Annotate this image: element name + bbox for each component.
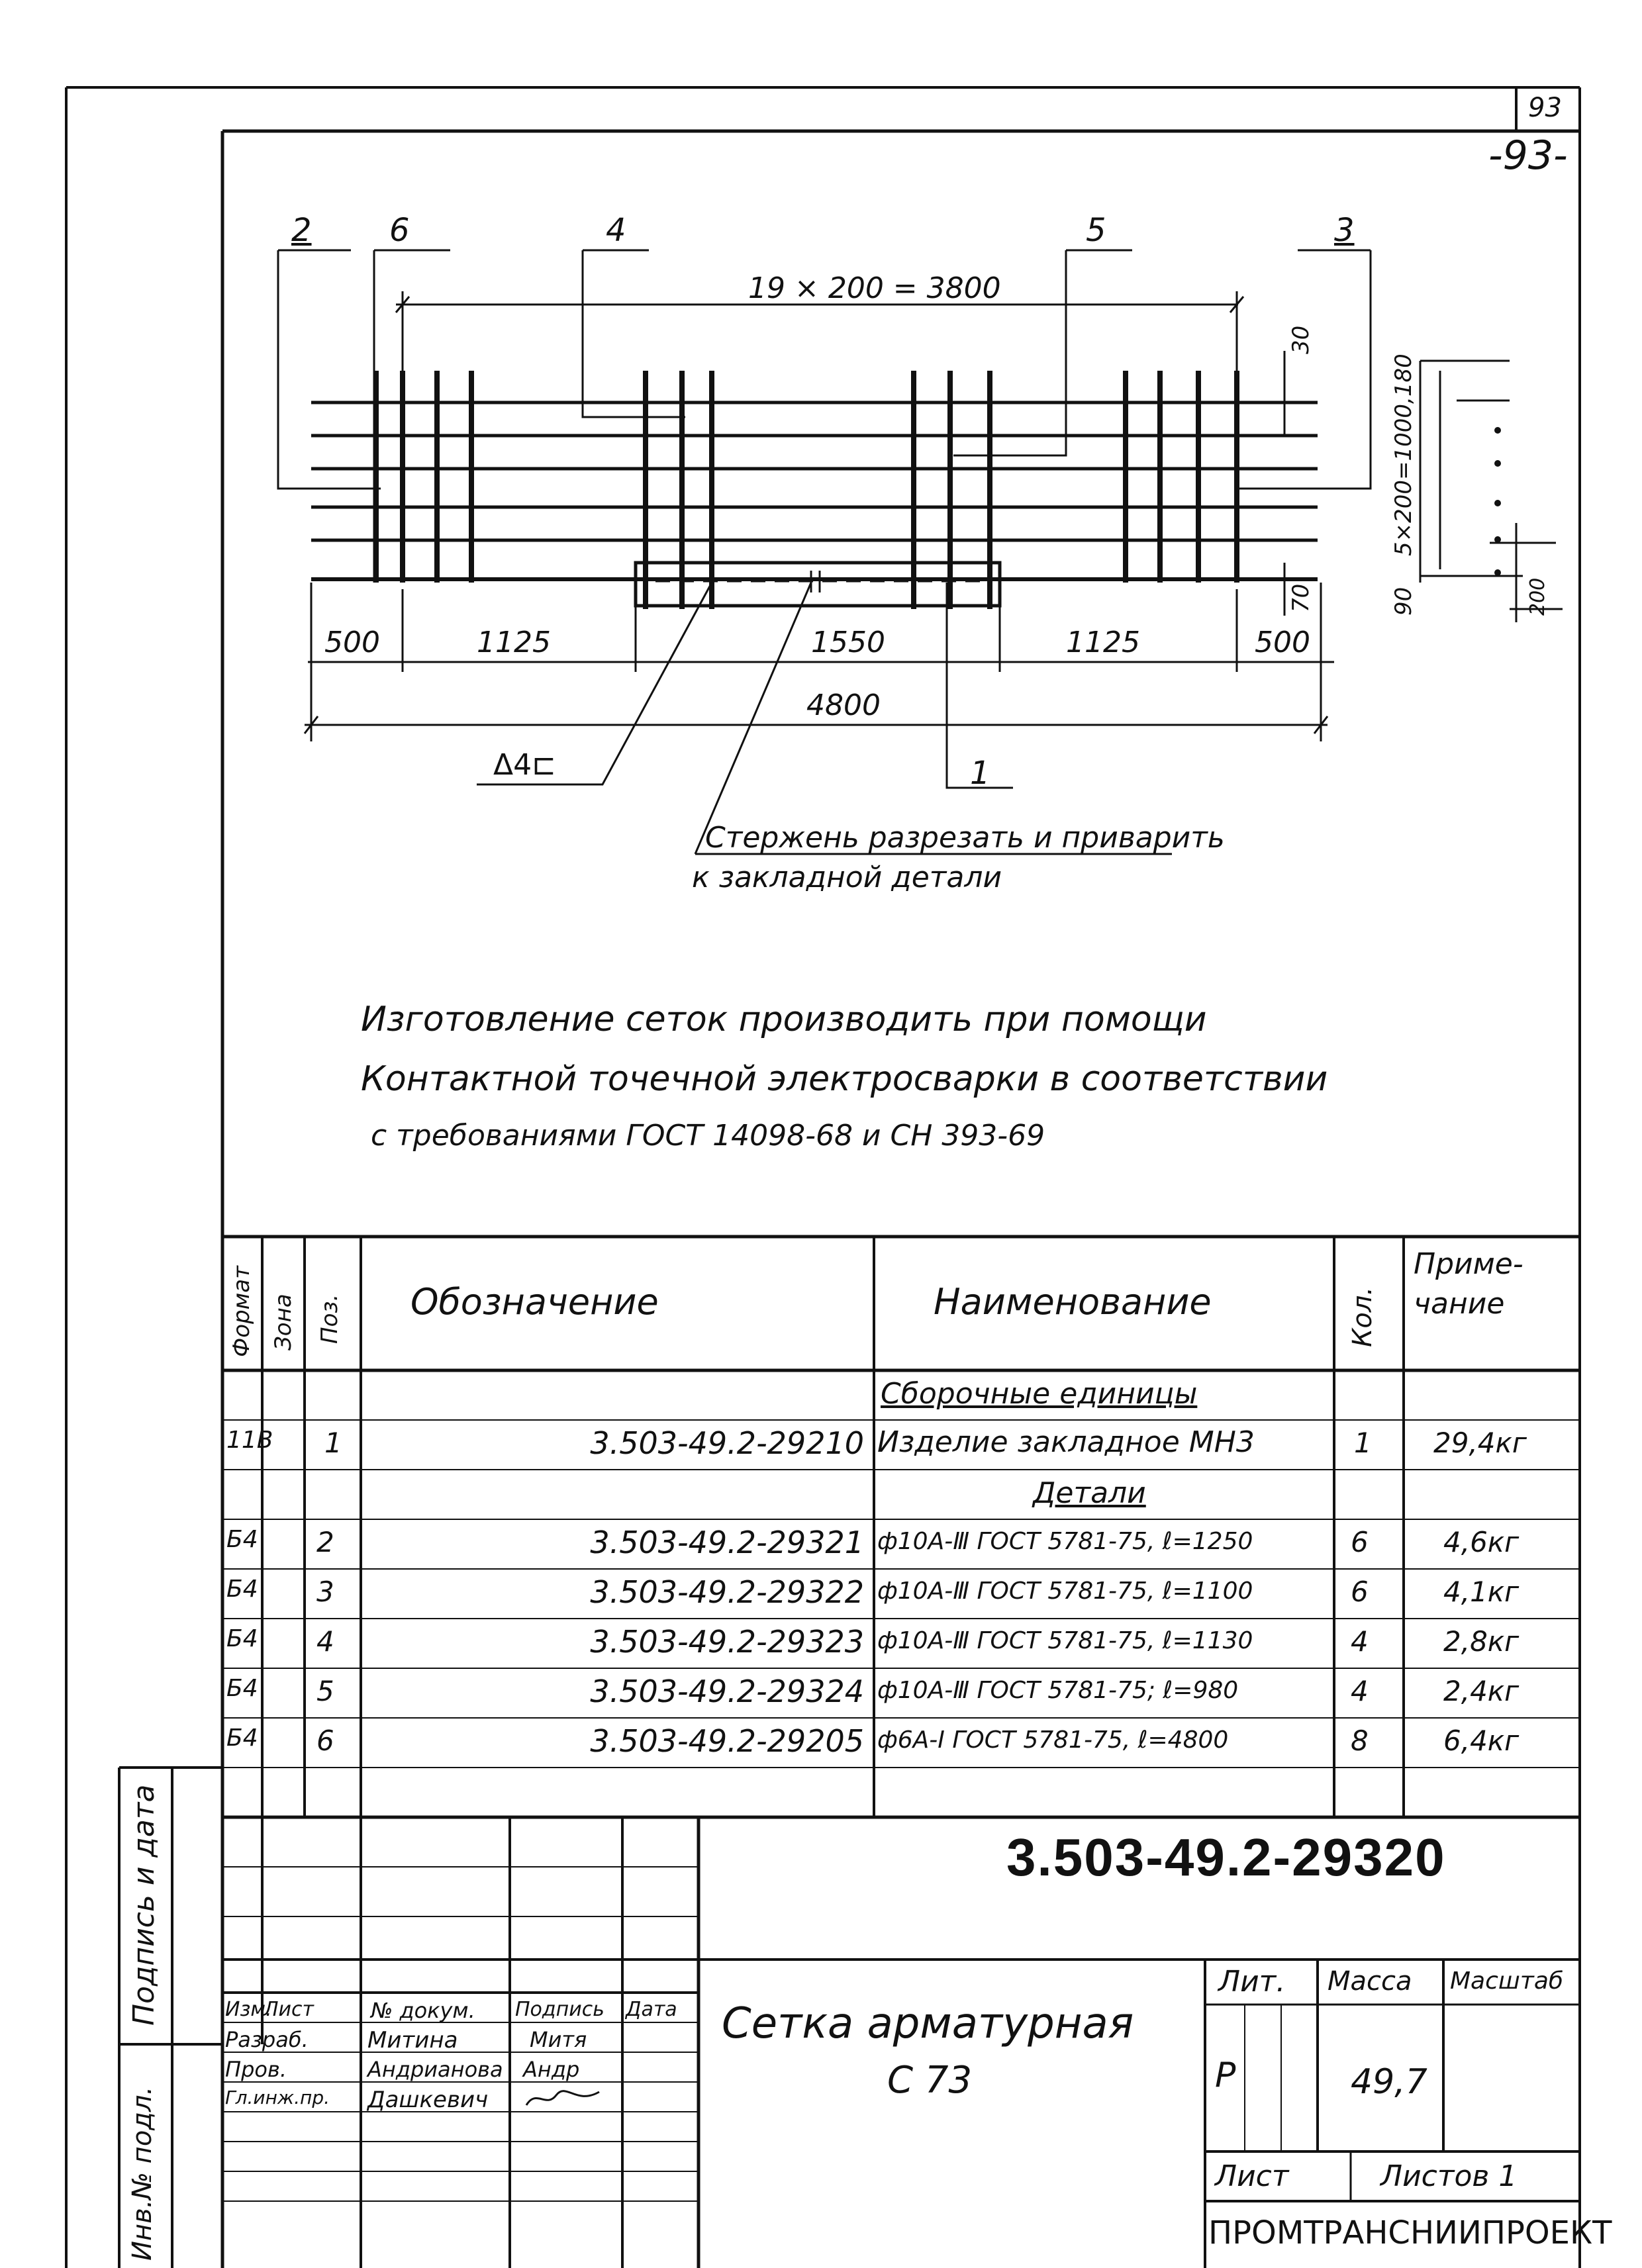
name-checker: Андрианова xyxy=(367,2057,503,2082)
mass-label: Масса xyxy=(1328,1966,1412,1997)
note-line-1: Изготовление сеток производить при помощи xyxy=(361,1000,1207,1039)
row-3-format: Б4 xyxy=(226,1576,258,1603)
bottom-dim-500-right: 500 xyxy=(1255,626,1310,659)
tb-col-doc: № докум. xyxy=(371,1998,475,2023)
row-2-note: 4,6кг xyxy=(1443,1526,1520,1558)
section-dim-rotated: 5×200=1000,180 xyxy=(1390,354,1417,556)
position-label-6: 6 xyxy=(389,212,410,249)
sheet-label: Лист xyxy=(1215,2159,1289,2193)
row-4-qty: 4 xyxy=(1351,1625,1369,1658)
name-chief-engineer: Дашкевич xyxy=(367,2087,489,2113)
row-1-pos: 1 xyxy=(324,1427,342,1459)
section-dim-200: 200 xyxy=(1526,577,1549,616)
row-2-qty: 6 xyxy=(1351,1526,1369,1558)
signature-developer: Митя xyxy=(530,2027,587,2052)
row-2-designation: 3.503-49.2-29321 xyxy=(590,1525,864,1560)
row-1-name: Изделие закладное МН3 xyxy=(877,1425,1255,1459)
position-label-5: 5 xyxy=(1086,212,1106,249)
overall-dim-4800: 4800 xyxy=(806,688,881,722)
row-3-note: 4,1кг xyxy=(1443,1576,1520,1608)
row-6-designation: 3.503-49.2-29205 xyxy=(590,1723,864,1759)
row-1-format: 11В xyxy=(226,1427,273,1454)
lit-label: Лит. xyxy=(1218,1965,1286,1999)
header-zone: Зона xyxy=(270,1294,297,1350)
handwritten-page-number: -93- xyxy=(1488,132,1568,179)
row-6-name: ф6А-I ГОСТ 5781-75, ℓ=4800 xyxy=(877,1726,1229,1754)
row-6-note: 6,4кг xyxy=(1443,1725,1520,1757)
document-code: 3.503-49.2-29320 xyxy=(1006,1828,1446,1887)
bottom-dim-1125-left: 1125 xyxy=(477,626,551,659)
position-label-2: 2 xyxy=(291,212,312,249)
header-qty: Кол. xyxy=(1347,1286,1378,1347)
tb-col-list: Лист xyxy=(264,1998,314,2021)
row-5-qty: 4 xyxy=(1351,1675,1369,1707)
transverse-bars xyxy=(376,371,1237,609)
position-label-4: 4 xyxy=(606,212,626,249)
drawing-title-line1: Сетка арматурная xyxy=(722,1999,1134,2048)
section-assembly-units: Сборочные единицы xyxy=(881,1377,1198,1411)
row-6-qty: 8 xyxy=(1351,1725,1369,1757)
row-4-pos: 4 xyxy=(316,1625,334,1658)
row-2-pos: 2 xyxy=(316,1526,334,1558)
section-bar-dots xyxy=(1494,427,1501,576)
sheets-count: Листов 1 xyxy=(1380,2159,1518,2193)
dim-70: 70 xyxy=(1288,583,1314,612)
header-name: Наименование xyxy=(934,1281,1212,1323)
margin-signature-date: Подпись и дата xyxy=(127,1784,161,2026)
row-3-pos: 3 xyxy=(316,1576,334,1608)
callout-text-line2: к закладной детали xyxy=(692,861,1002,894)
bottom-dim-500-left: 500 xyxy=(324,626,380,659)
header-format: Формат xyxy=(228,1266,255,1357)
scale-label: Масштаб xyxy=(1450,1967,1564,1995)
name-developer: Митина xyxy=(367,2027,458,2054)
row-1-designation: 3.503-49.2-29210 xyxy=(590,1425,864,1461)
header-note: Приме- чание xyxy=(1414,1247,1523,1321)
row-1-qty: 1 xyxy=(1354,1427,1372,1459)
header-designation: Обозначение xyxy=(410,1281,659,1323)
row-5-format: Б4 xyxy=(226,1675,258,1702)
sheet-number: 93 xyxy=(1528,93,1562,123)
role-checker: Пров. xyxy=(225,2057,287,2082)
position-label-1: 1 xyxy=(970,755,990,792)
row-5-pos: 5 xyxy=(316,1675,334,1707)
tb-col-izm: Изм. xyxy=(225,1998,272,2021)
signature-checker: Андр xyxy=(523,2057,580,2082)
lit-value: Р xyxy=(1215,2055,1236,2095)
mass-value: 49,7 xyxy=(1351,2062,1427,2102)
note-line-2: Контактной точечной электросварки в соответствии xyxy=(361,1059,1328,1099)
margin-inventory-number: Инв.№ подл. xyxy=(127,2086,158,2261)
bottom-dim-1550: 1550 xyxy=(811,626,885,659)
header-pos: Поз. xyxy=(316,1294,343,1344)
dim-30: 30 xyxy=(1288,325,1314,354)
row-5-name: ф10А-Ⅲ ГОСТ 5781-75; ℓ=980 xyxy=(877,1677,1239,1704)
note-line-3: с требованиями ГОСТ 14098-68 и СН 393-69 xyxy=(371,1119,1045,1153)
row-6-pos: 6 xyxy=(316,1725,334,1757)
organization-name: ПРОМТРАНСНИИПРОЕКТ xyxy=(1208,2214,1612,2251)
row-3-qty: 6 xyxy=(1351,1576,1369,1608)
section-dim-90: 90 xyxy=(1390,587,1417,616)
row-5-note: 2,4кг xyxy=(1443,1675,1520,1707)
tb-col-sign: Подпись xyxy=(515,1998,604,2021)
role-chief-engineer: Гл.инж.пр. xyxy=(225,2087,330,2108)
row-6-format: Б4 xyxy=(226,1725,258,1752)
row-3-name: ф10А-Ⅲ ГОСТ 5781-75, ℓ=1100 xyxy=(877,1578,1253,1605)
embedded-plate xyxy=(636,563,1000,606)
weld-symbol: Δ4⊏ xyxy=(493,748,556,782)
row-4-designation: 3.503-49.2-29323 xyxy=(590,1624,864,1660)
row-1-note: 29,4кг xyxy=(1433,1427,1527,1459)
position-label-3: 3 xyxy=(1334,212,1355,249)
tb-col-date: Дата xyxy=(626,1998,677,2021)
right-dimension-lines xyxy=(1271,351,1298,616)
role-developer: Разраб. xyxy=(225,2027,309,2052)
bottom-dim-1125-right: 1125 xyxy=(1066,626,1140,659)
section-parts: Детали xyxy=(1033,1476,1146,1510)
signature-chief-engineer xyxy=(523,2085,603,2112)
row-4-note: 2,8кг xyxy=(1443,1625,1520,1658)
longitudinal-bars xyxy=(311,402,1318,579)
row-5-designation: 3.503-49.2-29324 xyxy=(590,1674,864,1709)
top-dimension-text: 19 × 200 = 3800 xyxy=(748,271,1001,305)
callout-text-line1: Стержень разрезать и приварить xyxy=(705,821,1225,855)
row-4-name: ф10А-Ⅲ ГОСТ 5781-75, ℓ=1130 xyxy=(877,1627,1253,1654)
drawing-title-line2: С 73 xyxy=(887,2059,973,2102)
row-2-name: ф10А-Ⅲ ГОСТ 5781-75, ℓ=1250 xyxy=(877,1528,1253,1555)
row-3-designation: 3.503-49.2-29322 xyxy=(590,1574,864,1610)
row-2-format: Б4 xyxy=(226,1526,258,1553)
row-4-format: Б4 xyxy=(226,1625,258,1652)
